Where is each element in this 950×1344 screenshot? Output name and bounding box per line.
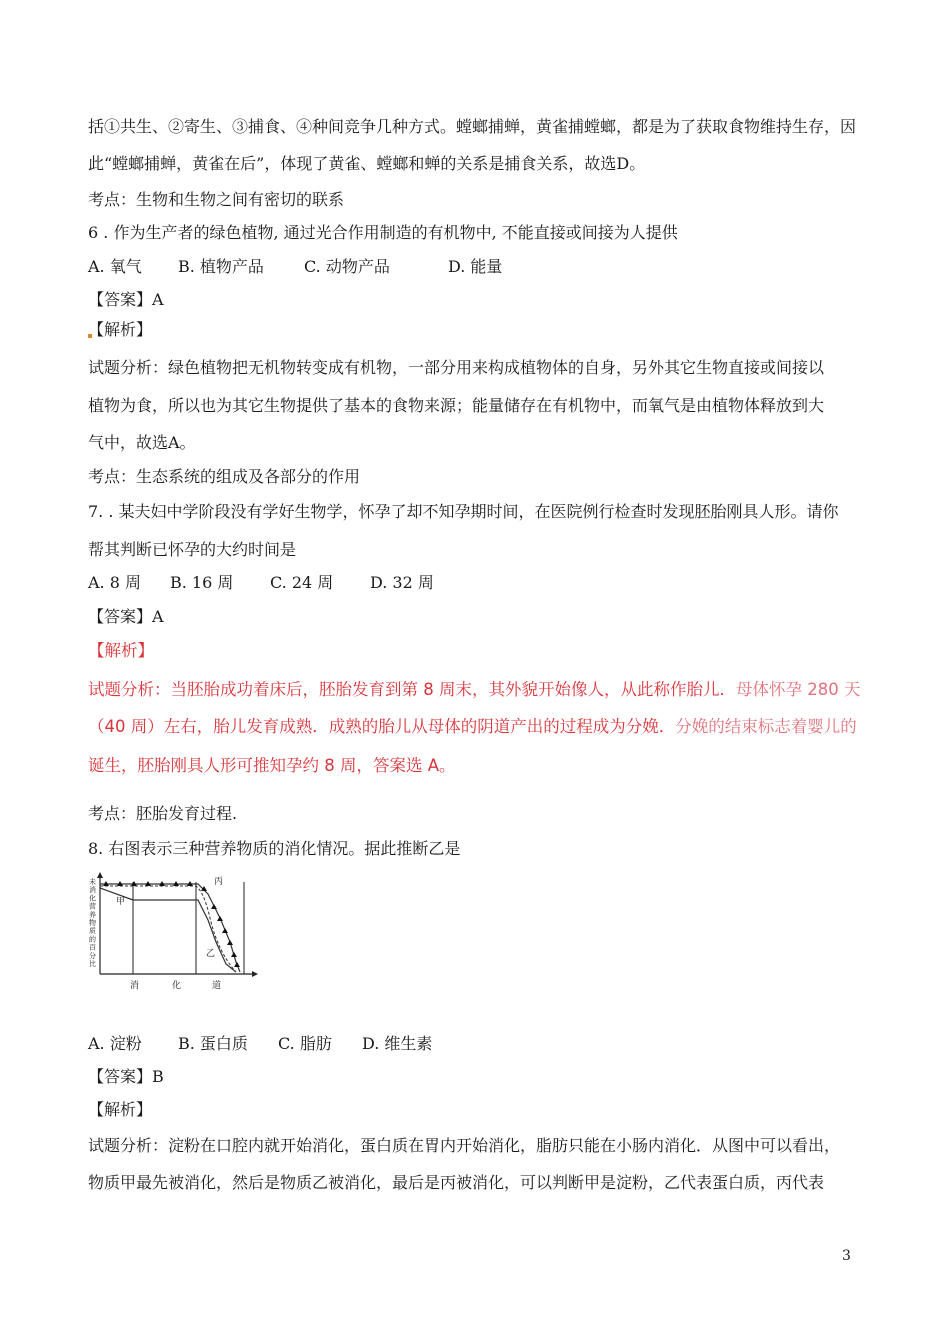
digestion-figure [86,872,266,992]
y-axis-arrow [97,872,103,878]
option-c: C. 24 周 [270,573,334,592]
question-6: 6 . 作为生产者的绿色植物, 通过光合作用制造的有机物中, 不能直接或间接为人提供 [88,223,678,242]
label-yi: 乙 [206,949,216,959]
question-6-explain-1: 试题分析：绿色植物把无机物转变成有机物，一部分用来构成植物体的自身，另外其它生物直接或间接以 [88,358,825,377]
y-axis-label-text: 未消化营养物质的百分比 [89,878,96,968]
question-6-explain-2: 植物为食，所以也为其它生物提供了基本的食物来源；能量储存在有机物中，而氧气是由植物体释放到大 [88,396,825,415]
option-a: A. 淀粉 [88,1034,142,1053]
option-d: D. 32 周 [370,573,434,592]
question-7-kaodian: 考点：胚胎发育过程. [88,804,238,823]
explain-2b: 分娩的结束标志着婴儿的 [675,717,857,736]
x-label-3: 道 [212,981,222,991]
question-6-kaodian: 考点：生态系统的组成及各部分的作用 [88,467,361,486]
option-b: B. 蛋白质 [178,1034,248,1053]
page-number: 3 [842,1248,851,1264]
question-7-options [88,573,434,593]
question-8-answer: 【答案】B [88,1067,164,1086]
y-axis-label [89,877,96,968]
option-a: A. 8 周 [88,573,141,592]
line-1: 括①共生、②寄生、③捕食、④种间竞争几种方式。螳螂捕蝉，黄雀捕螳螂，都是为了获取食物维持生存，因 [88,117,857,136]
label-jia: 甲 [116,897,126,907]
question-6-jiexi: 【解析】 [88,320,153,339]
question-8: 8. 右图表示三种营养物质的消化情况。据此推断乙是 [88,839,461,858]
question-6-options [88,257,502,277]
option-d: D. 能量 [448,257,503,276]
question-7-line-1: 7. . 某夫妇中学阶段没有学好生物学，怀孕了却不知孕期时间，在医院例行检查时发现胚胎刚具人形。请你 [88,502,839,521]
option-a: A. 氧气 [88,257,142,276]
option-b: B. 16 周 [170,573,234,592]
question-6-explain-3: 气中，故选A。 [88,433,196,452]
question-8-explain-1: 试题分析：淀粉在口腔内就开始消化，蛋白质在胃内开始消化，脂肪只能在小肠内消化．从图中可以看出， [88,1136,841,1155]
line-3-kaodian: 考点：生物和生物之间有密切的联系 [88,190,345,209]
explain-2a: （40 周）左右，胎儿发育成熟．成熟的胎儿从母体的阴道产出的过程成为分娩． [88,717,676,736]
question-7-jiexi: 【解析】 [88,641,154,660]
question-7-answer: 【答案】A [88,607,164,626]
option-d: D. 维生素 [362,1034,433,1053]
option-c: C. 脂肪 [278,1034,332,1053]
question-8-explain-2: 物质甲最先被消化，然后是物质乙被消化，最后是丙被消化，可以判断甲是淀粉，乙代表蛋白质，丙代表 [88,1173,825,1192]
explain-1a: 试题分析：当胚胎成功着床后，胚胎发育到第 8 周末，其外貌开始像人，从此称作胎儿． [88,680,736,699]
option-c: C. 动物产品 [304,257,390,276]
question-8-jiexi: 【解析】 [88,1100,153,1119]
x-label-1: 消 [130,981,140,991]
question-7-explain-3: 诞生，胚胎刚具人形可推知孕约 8 周，答案选 A。 [88,756,456,775]
x-axis-arrow [252,971,258,977]
question-7-line-2: 帮其判断已怀孕的大约时间是 [88,540,297,559]
label-bing: 丙 [214,877,224,887]
explain-1b: 母体怀孕 280 天 [736,680,861,699]
x-label-2: 化 [172,981,182,991]
curve-bing-markers [103,881,240,967]
question-8-options [88,1034,432,1054]
question-7-explain-1 [88,680,860,700]
question-7-explain-2 [88,717,857,737]
line-2: 此“螳螂捕蝉，黄雀在后”，体现了黄雀、螳螂和蝉的关系是捕食关系，故选D。 [88,154,646,173]
question-6-answer: 【答案】A [88,290,164,309]
option-b: B. 植物产品 [178,257,264,276]
